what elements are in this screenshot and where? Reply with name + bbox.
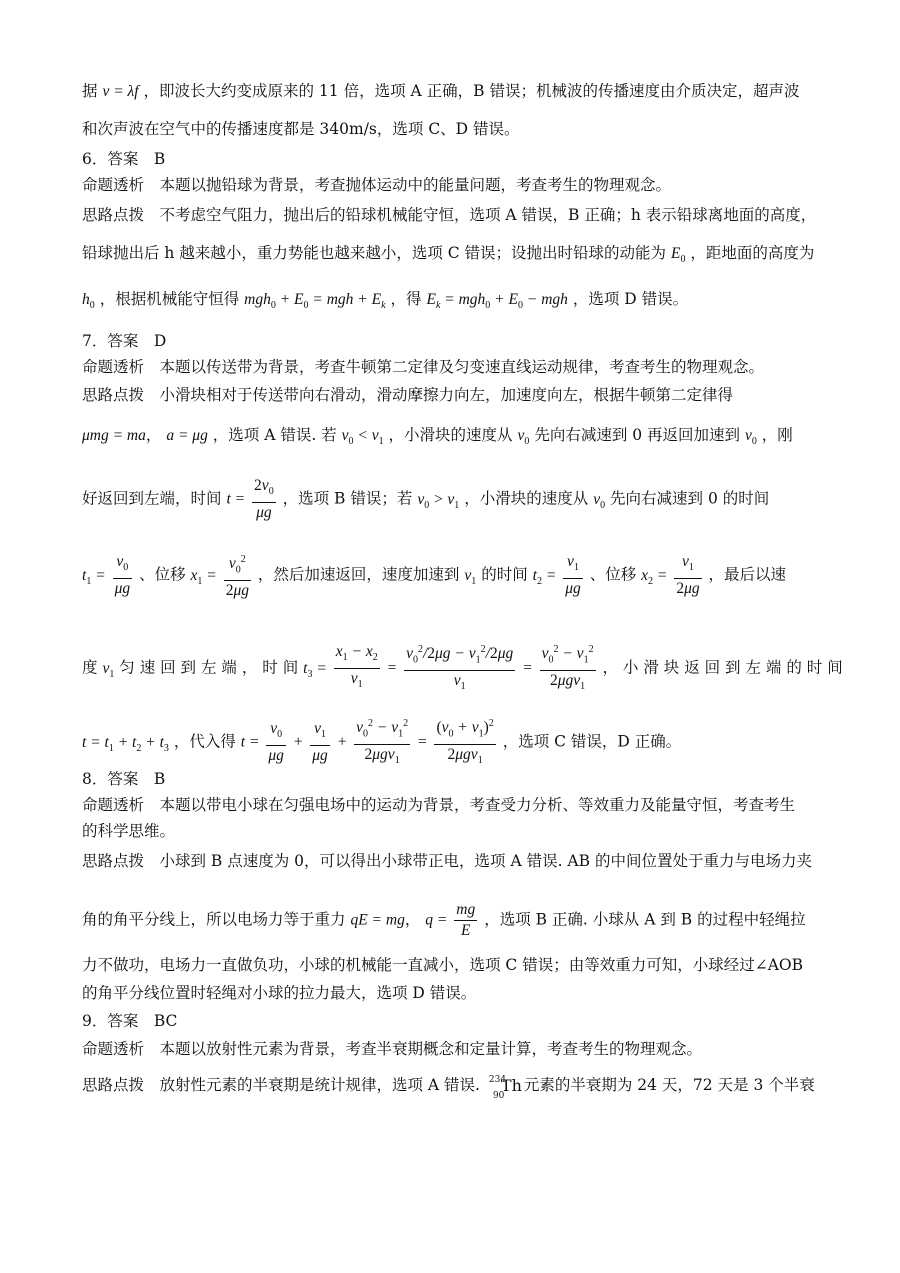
text-line: 角的角平分线上，所以电场力等于重力 qE = mg， q = $\frac{mg}{E}$ ，选项 B 正确. 小球从 A 到 B 的过程中轻绳拉 bbox=[82, 901, 806, 939]
topic-line: 命题透析 本题以放射性元素为背景，考查半衰期概念和定量计算，考查考生的物理观念。 bbox=[82, 1040, 703, 1058]
answer-heading: 9．答案 BC bbox=[82, 1012, 178, 1030]
text-line: 据 v = λf ，即波长大约变成原来的 11 倍，选项 A 正确，B 错误；机械波的传播速度由介质决定，超声波 bbox=[82, 82, 800, 100]
text-line: 思路点拨 放射性元素的半衰期是统计规律，选项 A 错误. 234 90 Th 元素的半衰期为 24 天，72 天是 3 个半衰 bbox=[82, 1075, 815, 1101]
text-line: 力不做功，电场力一直做负功，小球的机械能一直减小，选项 C 错误；由等效重力可知，小球经过∠AOB bbox=[82, 956, 803, 974]
thorium-nuclide: 234 90 Th bbox=[488, 1075, 522, 1101]
text-line: 铅球抛出后 h 越来越小，重力势能也越来越小，选项 C 错误；设抛出时铅球的动能为 $E_0$ ，距地面的高度为 bbox=[82, 244, 815, 266]
text-line: μmg = ma， a = μg ，选项 A 错误. 若 $v_0 < v_1$ ，小滑块的速度从 $v_0$ 先向右减速到 0 再返回加速到 $v_0$ ，刚 bbox=[82, 426, 793, 448]
text-line: $h_0$ ，根据机械能守恒得 $mgh_0 + E_0$ = mgh + $E_k$ ，得 $E_k = mgh_0 + E_0$ − mgh ，选项 D 错误。 bbox=[82, 290, 689, 312]
formula-wave: v = λf bbox=[102, 83, 139, 100]
answer-heading: 7．答案 D bbox=[82, 332, 167, 350]
topic-line: 的科学思维。 bbox=[82, 822, 176, 840]
text-line: 思路点拨 小滑块相对于传送带向右滑动，滑动摩擦力向左，加速度向左，根据牛顿第二定律得 bbox=[82, 386, 734, 404]
text-line: 好返回到左端，时间 t = $\frac{2v_0}{\mu g}$ ，选项 B 错误；若 $v_0 > v_1$ ，小滑块的速度从 $v_0$ 先向右减速到 0 的时间 bbox=[82, 477, 770, 522]
text-line: 思路点拨 不考虑空气阻力，抛出后的铅球机械能守恒，选项 A 错误，B 正确；h 表示铅球离地面的高度， bbox=[82, 206, 817, 224]
answer-heading: 8．答案 B bbox=[82, 770, 166, 788]
topic-line: 命题透析 本题以带电小球在匀强电场中的运动为背景，考查受力分析、等效重力及能量守恒，考查考生 bbox=[82, 796, 796, 814]
text-line: $t_1$ = $\frac{v_0}{\mu g}$ 、位移 $x_1$ = $\frac{v_0^2}{2\mu g}$ ，然后加速返回，速度加速到 $v_1$ 的时间 $t_2$ = $\frac{v_1}{\mu g}$ 、位移 $x_2$ = $\frac{v_1}{2\mu g}$ ，最后以速 bbox=[82, 550, 827, 601]
topic-line: 命题透析 本题以传送带为背景，考查牛顿第二定律及匀变速直线运动规律，考查考生的物理观念。 bbox=[82, 358, 765, 376]
text-line: 和次声波在空气中的传播速度都是 340m/s，选项 C、D 错误。 bbox=[82, 120, 520, 138]
text-line: 思路点拨 小球到 B 点速度为 0，可以得出小球带正电，选项 A 错误. AB 的中间位置处于重力与电场力夹 bbox=[82, 852, 812, 870]
text-line: 的角平分线位置时轻绳对小球的拉力最大，选项 D 错误。 bbox=[82, 984, 477, 1002]
topic-line: 命题透析 本题以抛铅球为背景，考查抛体运动中的能量问题，考查考生的物理观念。 bbox=[82, 176, 672, 194]
answer-heading: 6．答案 B bbox=[82, 150, 166, 168]
text-line: 度 $v_1$ 匀 速 回 到 左 端 ， 时 间 $t_3$ = $\frac{x_1 - x_2}{v_1}$ = $\frac{v_0^2/2\mu g - v_1^2/2\mu g}{v_1}$ = $\frac{v_0^2 - v_1^2}{2\mu gv_1}$ ， 小 滑 块 返 回 到 左 端 的 时 间 bbox=[82, 640, 827, 697]
text-line: $t = t_1 + t_2 + t_3$ ，代入得 t = $\frac{v_0}{\mu g}$ + $\frac{v_1}{\mu g}$ + $\frac{v_0^2 - v_1^2}{2\mu gv_1}$ = $\frac{(v_0 + v_1)^2}{2\mu gv_1}$ ，选项 C 错误，D 正确。 bbox=[82, 714, 827, 771]
